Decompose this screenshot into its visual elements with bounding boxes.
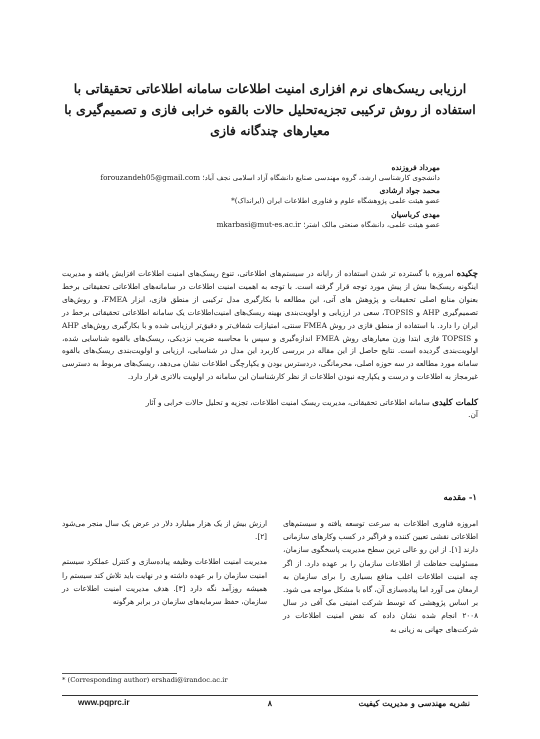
body-paragraph: مدیریت امنیت اطلاعات وظیفه پیاده‌سازی و کنترل عملکرد سیستم امنیت سازمان را بر عهده داشته و در نهایت باید تلاش کند سیستم را همیشه روزآمد نگه دارد [۳]. هدف مدیریت امنیت اطلاعات در سازمان، حفظ سرمایه‌های سازمان در برابر هرگونه bbox=[62, 557, 267, 607]
author-affiliation-2: عضو هیئت علمی پژوهشگاه علوم و فناوری اطلاعات ایران (ایرانداک)* bbox=[231, 196, 440, 205]
author-affiliation-text-1: دانشجوی کارشناسی ارشد، گروه مهندسی صنایع دانشگاه آزاد اسلامی نجف آباد؛ bbox=[202, 173, 440, 182]
author-name-2: محمد جواد ارشادی bbox=[379, 186, 440, 195]
author-block-3 bbox=[40, 210, 440, 230]
section-heading-introduction: ۱- مقدمه bbox=[443, 493, 477, 503]
footer-divider bbox=[62, 695, 478, 696]
author-affiliation-1 bbox=[40, 173, 440, 183]
paper-title: ارزیابی ریسک‌های نرم افزاری امنیت اطلاعات سامانه اطلاعاتی تحقیقاتی با استفاده از روش ترکیبی تجزیه‌تحلیل حالات بالقوه خرابی فازی و تصمیم‌گیری با معیارهای چندگانه فازی bbox=[64, 81, 476, 138]
abstract bbox=[62, 268, 478, 384]
abstract-label: چکیده bbox=[456, 269, 478, 279]
author-affiliation-text-3: عضو هیئت علمی، دانشگاه صنعتی مالک اشتر؛ bbox=[303, 220, 440, 229]
author-name-1: مهرداد فروزنده bbox=[391, 163, 440, 172]
corresponding-author-footnote: * (Corresponding author) ershadi@irandoc.ac.ir bbox=[62, 676, 228, 684]
author-email-3[interactable]: mkarbasi@mut-es.ac.ir bbox=[216, 220, 301, 229]
body-paragraph: ارزش بیش از یک هزار میلیارد دلار در عرض یک سال منجر می‌شود [۲]. bbox=[62, 519, 267, 542]
body-paragraph: امروزه فناوری اطلاعات به سرعت توسعه یافته و سیستم‌های اطلاعاتی نقشی تعیین کننده و فراگیر در کسب وکارهای سازمانی دارند [۱]. از این رو عالی ترین سطح مدیریت پاسخگوی سازمان، مسئولیت حفاظت از اطلاعات سازمان را بر عهده دارد. از اگر چه امنیت اطلاعات اغلب منافع بسیاری را برای سازمان به ارمغان می آورد اما پیاده‌سازی آن، گاه با مشکل مواجه می شود. بر اساس پژوهشی که توسط شرکت امنیتی مک آفی در سال ۲۰۰۸ انجام شده نشان داده که نقض امنیت اطلاعات در شرکت‌های جهانی به زیانی به bbox=[283, 519, 479, 634]
body-column-right bbox=[283, 517, 478, 648]
footer-journal-name: نشریه مهندسی و مدیریت کیفیت bbox=[358, 698, 470, 708]
abstract-text: امروزه با گسترده تر شدن استفاده از رایانه در سیستم‌های اطلاعاتی، تنوع ریسک‌های امنیت اطلاعات افزایش یافته و مدیریت اینگونه ریسک‌ها بیش از پیش مورد توجه قرار گرفته است. با توجه به اهمیت امنیت اطلاعات در سامانه‌های اطلاعاتی تحقیقاتی برخط بعنوان منابع اصلی تحقیقات و پژوهش های آتی، این مطالعه با بکارگیری مدل ترکیبی از منطق فازی، ابزار FMEA، و روش‌های تصمیم‌گیری AHP و TOPSIS، سعی در ارزیابی و اولویت‌بندی بهینه ریسک‌های امنیت‌اطلاعات یک سامانه اطلاعاتی تحقیقاتی برخط در ایران را دارد. با استفاده از منطق فازی در روش FMEA سنتی، امتیازات شفاف‌تر و دقیق‌تر ارزیابی شده و با بکارگیری روش‌های AHP و TOPSIS فازی ابتدا وزن معیارهای روش FMEA اندازه‌گیری و سپس با محاسبه ضریب نزدیکی، ریسک‌های بالقوه شناسایی شده، اولویت‌بندی گردیده است. نتایج حاصل از این مقاله در بررسی کاربرد این مدل در شناسایی، ارزیابی و اولویت‌بندی ریسک‌های بالقوه سامانه مورد مطالعه در سه حوزه اصلی، محرمانگی، دردسترس بودن و یکپارچگی اطلاعات نشان می‌دهد، ریسک‌های مربوط به دسترسی غیرمجاز به اطلاعات و درست و یکپارچه نبودن اطلاعات از نظر کارشناسان این سامانه در اولویت بالاتری قرار دارد. bbox=[62, 269, 479, 382]
author-email-1[interactable]: forouzandeh05@gmail.com bbox=[100, 173, 201, 182]
footer-website[interactable]: www.pqprc.ir bbox=[78, 698, 130, 707]
page-number: ۸ bbox=[267, 698, 273, 708]
keywords-text: سامانه اطلاعاتی تحقیقاتی، مدیریت ریسک امنیت اطلاعات، تجزیه و تحلیل حالات خرابی و آثار آن. bbox=[145, 398, 478, 419]
keywords bbox=[140, 397, 478, 421]
author-affiliation-3 bbox=[40, 220, 440, 230]
footnote-divider bbox=[62, 673, 177, 674]
author-block-1 bbox=[40, 163, 440, 183]
author-block-2 bbox=[40, 186, 440, 206]
author-name-3: مهدی کرباسیان bbox=[391, 210, 440, 219]
keywords-label: کلمات کلیدی bbox=[432, 398, 478, 408]
body-column-left bbox=[62, 517, 267, 620]
